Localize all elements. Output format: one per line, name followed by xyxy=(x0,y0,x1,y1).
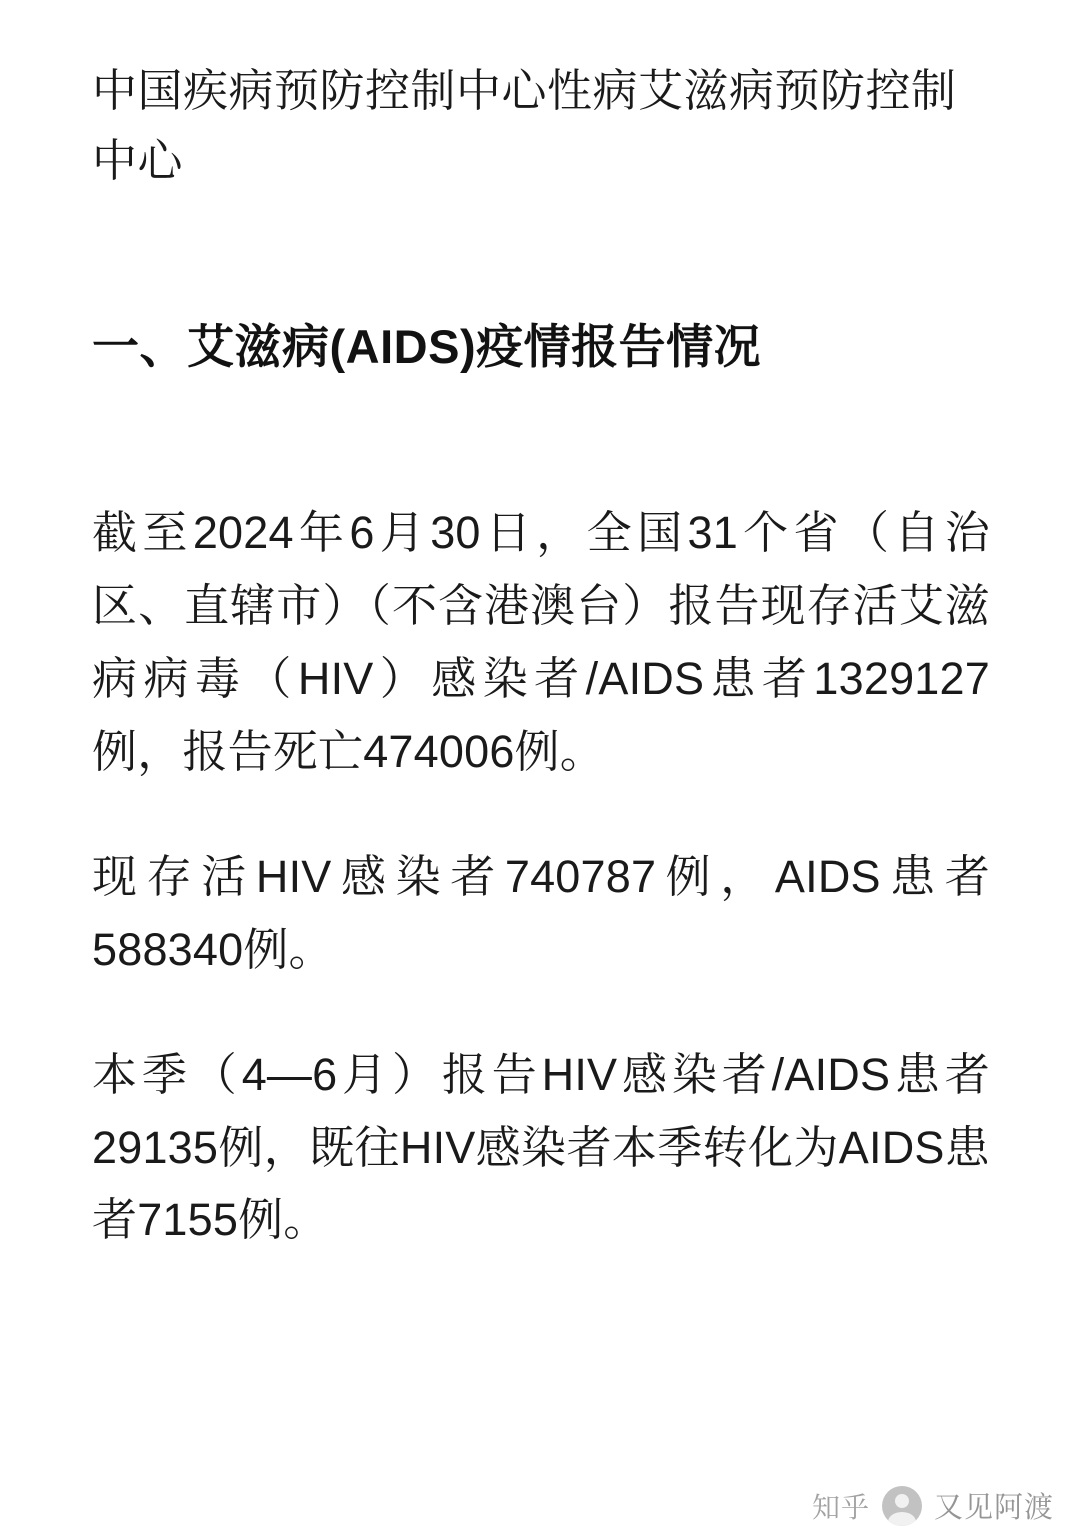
paragraph-breakdown: 现存活HIV感染者740787例，AIDS患者588340例。 xyxy=(92,850,990,975)
watermark-author-name: 又见阿渡 xyxy=(933,1492,1054,1524)
zhihu-brand-label: 知乎 xyxy=(811,1491,870,1523)
paragraph-quarter: 本季（4—6月）报告HIV感染者/AIDS患者29135例，既往HIV感染者本季转化为AIDS患者7155例。 xyxy=(92,1048,990,1246)
watermark xyxy=(812,1485,1054,1526)
user-avatar-icon xyxy=(882,1486,922,1526)
section-heading: 一、艾滋病(AIDS)疫情报告情况 xyxy=(92,319,762,373)
spacer-top xyxy=(92,196,990,314)
paragraph-summary: 截至2024年6月30日，全国31个省（自治区、直辖市）（不含港澳台）报告现存活艾滋病病毒（HIV）感染者/AIDS患者1329127例，报告死亡474006例。 xyxy=(92,507,990,777)
spacer-mid xyxy=(92,379,990,497)
organization-title: 中国疾病预防控制中心性病艾滋病预防控制中心 xyxy=(92,65,957,186)
